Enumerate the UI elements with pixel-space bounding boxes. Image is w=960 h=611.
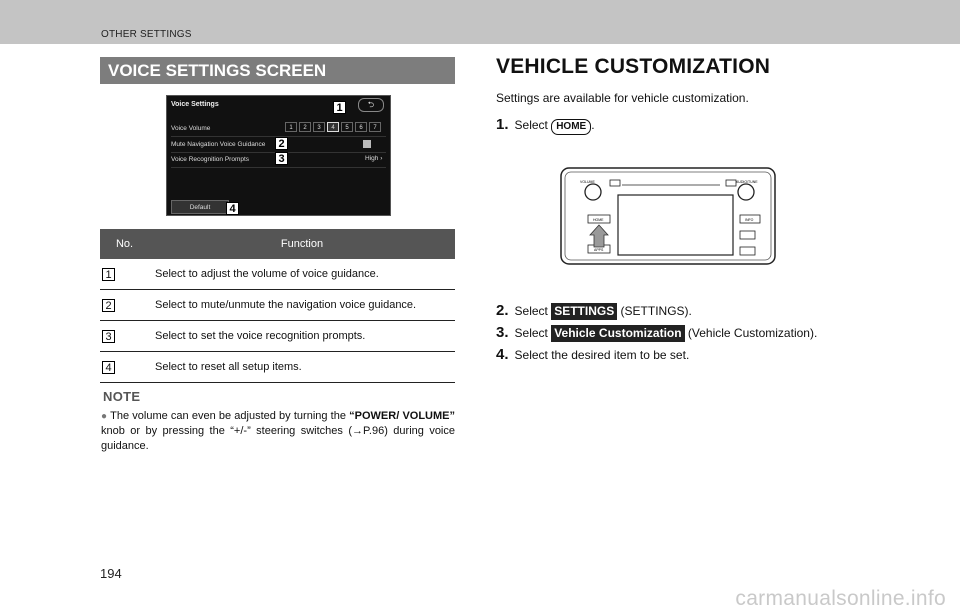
volume-level-2: 2: [299, 122, 311, 132]
header-bar: [0, 0, 960, 44]
row-function: Select to reset all setup items.: [149, 352, 455, 383]
row-number: 1: [102, 268, 115, 281]
screen-row-recognition-prompts: Voice Recognition Prompts: [171, 156, 250, 163]
home-key: HOME: [551, 119, 591, 135]
note-heading: NOTE: [103, 389, 141, 404]
table-row: [100, 321, 455, 352]
default-button: Default: [171, 200, 229, 214]
watermark: carmanualsonline.info: [735, 587, 946, 610]
vehicle-customization-button-label: Vehicle Customization: [551, 325, 684, 342]
callout-1: 1: [333, 101, 346, 114]
step-4: 4. Select the desired item to be set.: [496, 346, 690, 363]
head-unit-illustration: [560, 167, 776, 265]
voice-settings-heading: VOICE SETTINGS SCREEN: [100, 57, 455, 84]
volume-level-4-selected: 4: [327, 122, 339, 132]
page-number: 194: [100, 566, 122, 581]
row-number: 2: [102, 299, 115, 312]
screen-title: Voice Settings: [171, 101, 219, 108]
volume-level-6: 6: [355, 122, 367, 132]
section-title: OTHER SETTINGS: [101, 29, 192, 40]
table-row: [100, 259, 455, 290]
vehicle-customization-heading: VEHICLE CUSTOMIZATION: [496, 55, 771, 78]
svg-text:AUDIO/TUNE: AUDIO/TUNE: [736, 180, 758, 184]
callout-4: 4: [226, 202, 239, 215]
settings-button-label: SETTINGS: [551, 303, 617, 320]
table-header-no: No.: [100, 229, 149, 259]
volume-level-3: 3: [313, 122, 325, 132]
function-table: [100, 229, 455, 383]
svg-text:HOME: HOME: [593, 218, 604, 222]
callout-2: 2: [275, 137, 288, 150]
mute-checkbox-icon: [363, 140, 371, 148]
row-number: 4: [102, 361, 115, 374]
svg-text:APPS: APPS: [594, 248, 604, 252]
note-text: ● The volume can even be adjusted by turning the “POWER/ VOLUME” knob or by pressing the “+/-” steering switches (→P.96) during voice guidance.: [101, 410, 456, 452]
table-row: [100, 290, 455, 321]
bullet-icon: ●: [101, 411, 108, 422]
screen-row-voice-volume: Voice Volume: [171, 125, 211, 132]
row-function: Select to adjust the volume of voice guidance.: [149, 259, 455, 290]
row-function: Select to set the voice recognition prompts.: [149, 321, 455, 352]
step-3: 3. Select Vehicle Customization (Vehicle Customization).: [496, 324, 818, 341]
volume-level-buttons: [285, 122, 381, 132]
row-function: Select to mute/unmute the navigation voice guidance.: [149, 290, 455, 321]
svg-text:INFO: INFO: [745, 218, 754, 222]
screen-row-mute-guidance: Mute Navigation Voice Guidance: [171, 141, 266, 148]
table-row: [100, 352, 455, 383]
row-number: 3: [102, 330, 115, 343]
step-1: 1. Select HOME .: [496, 116, 595, 133]
display-screen: [618, 195, 733, 255]
tune-knob-icon: [738, 184, 754, 200]
volume-level-5: 5: [341, 122, 353, 132]
intro-text: Settings are available for vehicle customization.: [496, 91, 749, 105]
volume-knob-icon: [585, 184, 601, 200]
callout-3: 3: [275, 152, 288, 165]
screen-divider: [171, 167, 386, 168]
volume-level-7: 7: [369, 122, 381, 132]
eject-button-icon: [610, 180, 620, 186]
back-arrow-icon: ⮌: [358, 98, 384, 112]
voice-settings-screen-image: [166, 95, 391, 216]
volume-level-1: 1: [285, 122, 297, 132]
step-2: 2. Select SETTINGS (SETTINGS).: [496, 302, 692, 319]
prompt-value: High ›: [365, 155, 383, 162]
svg-text:VOLUME: VOLUME: [580, 180, 595, 184]
table-header-function: Function: [149, 229, 455, 259]
